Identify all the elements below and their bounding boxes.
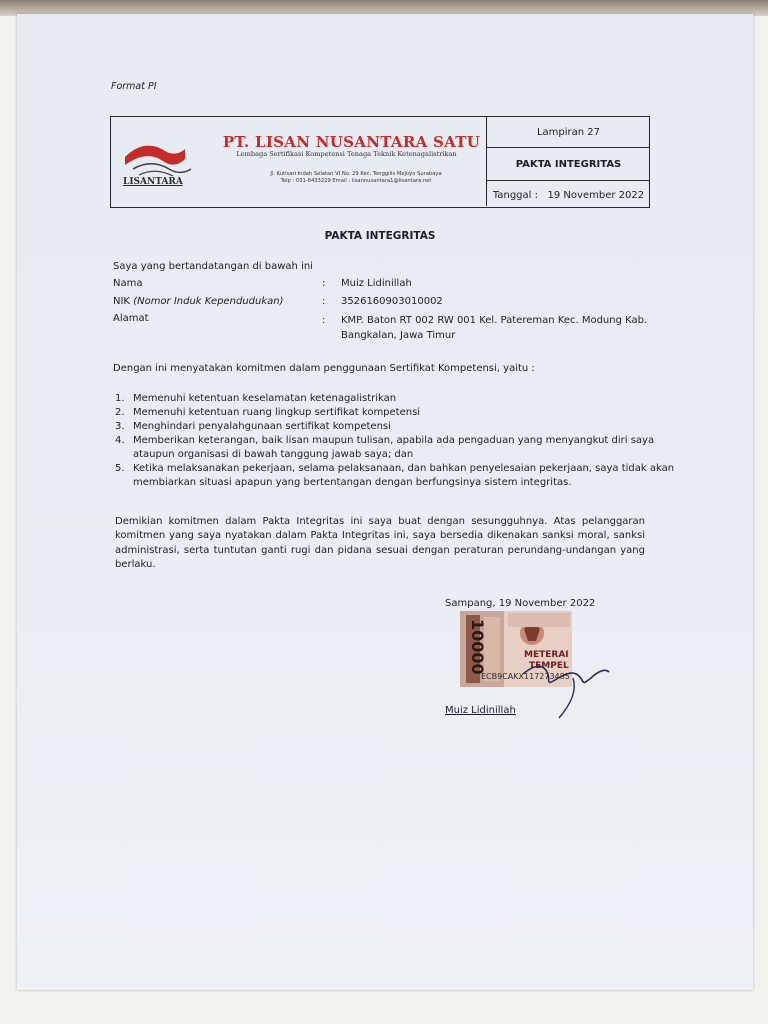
stamp-serial: ECB9CAKX117273485	[481, 672, 570, 681]
colon: :	[322, 315, 326, 326]
colon: :	[322, 296, 326, 307]
list-item	[115, 420, 674, 434]
alamat-value-line2: Bangkalan, Jawa Timur	[341, 330, 456, 341]
alamat-label: Alamat	[113, 313, 149, 324]
list-item-number: 2.	[115, 407, 125, 418]
address-line: Jl. Kutisari Indah Selatan VI No. 29 Kec. Tenggilis Mejoyo Surabaya	[270, 171, 442, 177]
header-doc-title: PAKTA INTEGRITAS	[515, 159, 622, 170]
header-info-cells	[486, 117, 650, 206]
nama-value: Muiz Lidinillah	[341, 278, 412, 289]
list-item-text: Memberikan keterangan, baik lisan maupun tulisan, apabila ada pengaduan yang menyangkut diri saya	[133, 435, 655, 446]
list-item-number: 1.	[115, 393, 125, 404]
nama-label: Nama	[113, 278, 143, 289]
list-item	[115, 434, 674, 448]
colon: :	[322, 278, 326, 289]
tanggal-label: Tanggal :	[492, 190, 538, 201]
list-item-text: ataupun organisasi di bawah tanggung jawab saya; dan	[133, 449, 414, 460]
commitment-list	[115, 392, 674, 490]
format-label: Format PI	[111, 81, 157, 92]
document-title: PAKTA INTEGRITAS	[324, 230, 436, 242]
statement-text: Dengan ini menyatakan komitmen dalam penggunaan Sertifikat Kompetensi, yaitu :	[113, 363, 535, 374]
nik-label-italic: (Nomor Induk Kependudukan)	[133, 296, 284, 307]
list-item-text: Memenuhi ketentuan keselamatan ketenagalistrikan	[133, 393, 397, 404]
tanggal-cell	[487, 190, 650, 201]
list-item-number: 4.	[115, 435, 125, 446]
nik-label-prefix: NIK	[113, 296, 130, 307]
company-subtitle: Lembaga Sertifikasi Kompetensi Tenaga Teknik Ketenagalistrikan	[236, 150, 457, 158]
list-item-text: Memenuhi ketentuan ruang lingkup sertifikat kompetensi	[133, 407, 421, 418]
letterhead-box	[110, 116, 650, 208]
tanggal-value: 19 November 2022	[547, 190, 645, 201]
company-name: PT. LISAN NUSANTARA SATU	[222, 133, 481, 151]
list-item	[115, 406, 674, 420]
list-item-text: membiarkan situasi apapun yang bertentangan dengan berfungsinya sistem integritas.	[133, 477, 572, 488]
list-item-number	[115, 476, 133, 490]
list-item-text: Ketika melaksanakan pekerjaan, selama pelaksanaan, dan bahkan penyelesaian pekerjaan, saya tidak akan	[133, 463, 675, 474]
alamat-value-line1: KMP. Baton RT 002 RW 001 Kel. Patereman Kec. Modung Kab.	[341, 315, 648, 326]
lampiran-label: Lampiran 27	[536, 127, 601, 138]
stamp-label-tempel: TEMPEL	[529, 661, 569, 671]
contact-line: Telp : 031-8433229 Email : lisannusantara1@lisantara.net	[280, 178, 432, 184]
divider	[487, 180, 650, 181]
signer-name: Muiz Lidinillah	[445, 705, 516, 716]
intro-text: Saya yang bertandatangan di bawah ini	[113, 261, 313, 272]
nik-value: 3526160903010002	[341, 296, 443, 307]
list-item	[115, 392, 674, 406]
place-date: Sampang, 19 November 2022	[445, 598, 596, 609]
closing-paragraph: Demikian komitmen dalam Pakta Integritas ini saya buat dengan sesungguhnya. Atas pelanggaran komitmen yang saya nyatakan dalam Pakta Integritas ini, saya bersedia dikenakan sanksi moral, sanksi administrasi, serta tuntutan ganti rugi dan pidana sesuai dengan peraturan perundang-undangan yang berlaku.	[115, 516, 645, 571]
stamp-value: 10000	[468, 619, 487, 675]
document-page	[17, 14, 753, 990]
list-item-number: 3.	[115, 421, 125, 432]
list-item-number: 5.	[115, 463, 125, 474]
stamp-label-meterai: METERAI	[524, 650, 569, 660]
divider	[487, 147, 650, 148]
list-item	[115, 448, 674, 462]
list-item-number	[115, 448, 133, 462]
list-item	[115, 476, 674, 490]
logo-text: LISANTARA	[123, 177, 183, 187]
company-address	[221, 171, 491, 185]
nik-label	[113, 295, 284, 309]
list-item-text: Menghindari penyalahgunaan sertifikat kompetensi	[133, 421, 391, 432]
list-item	[115, 462, 674, 476]
